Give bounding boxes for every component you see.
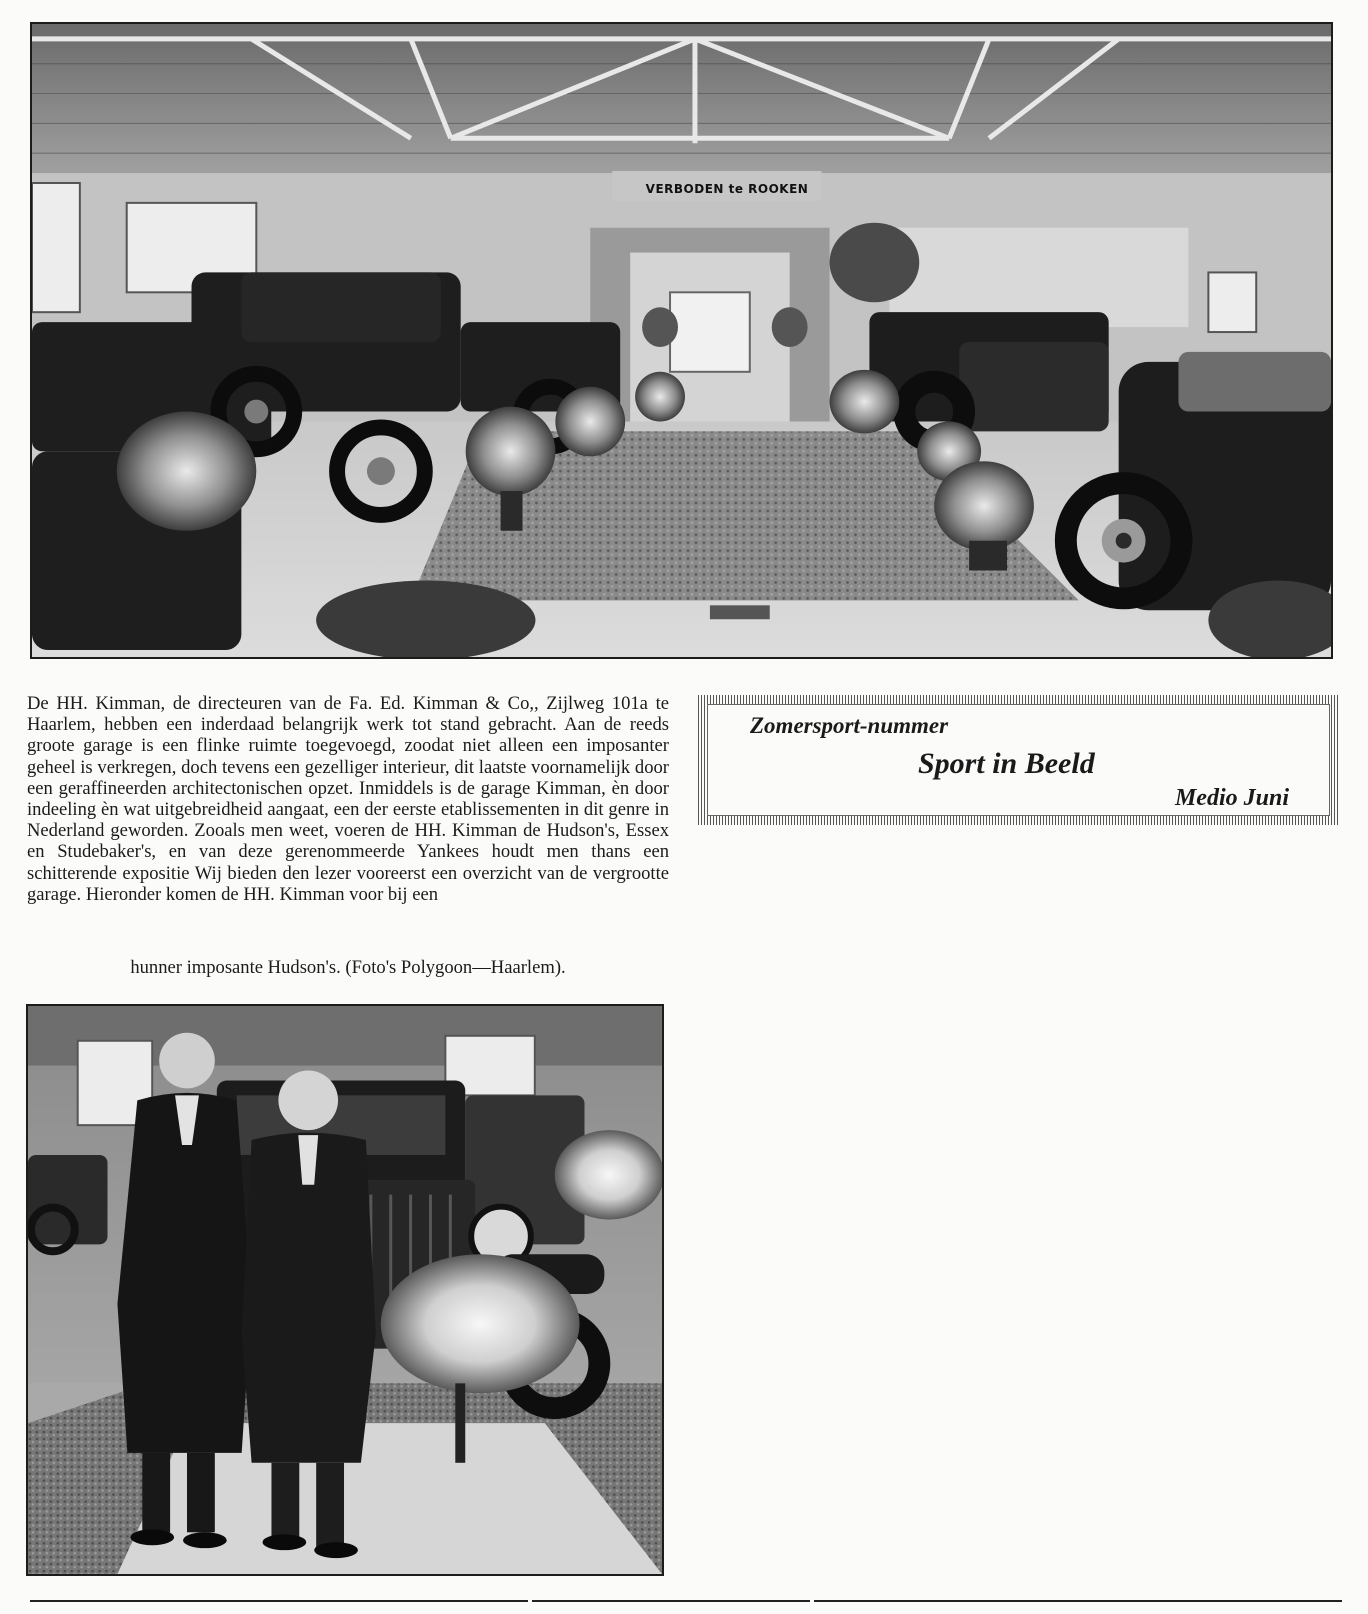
kimman-brothers-illustration xyxy=(28,1006,662,1574)
article-text: De HH. Kimman, de directeuren van de Fa. Ed. Kimman & Co,, Zijlweg 101a te Haarlem, hebben een inderdaad belangrijk werk tot stand gebracht. Aan de reeds groote garage is een flinke ruimte toegevoegd, zoodat niet alleen een imposanter geheel is verkregen, doch tevens een gezelliger interieur, dit laatste voornamelijk door een geraffineerden architectonischen opzet. Inmiddels is de garage Kimman, èn door indeeling èn wat uitgebreidheid aangaat, een der eerste etablissementen in dit genre in Nederland geworden. Zooals men weet, voeren de HH. Kimman de Hudson's, Essex en Studebaker's, en van deze gerenommeerde Yankees houdt men thans een schitterende expositie Wij bieden den lezer vooreerst een overzicht van de vergrootte garage. Hieronder komen de HH. Kimman voor bij een xyxy=(27,693,669,905)
footer-rule xyxy=(30,1600,1342,1602)
article-caption-line: hunner imposante Hudson's. (Foto's Polygoon—Haarlem). xyxy=(130,957,566,978)
advert-publication-date: Medio Juni xyxy=(1174,785,1289,811)
kimman-brothers-photo xyxy=(26,1004,664,1576)
advert-inner-panel xyxy=(707,704,1330,816)
no-smoking-sign: VERBODEN te ROOKEN xyxy=(645,182,809,196)
garage-interior-photo xyxy=(30,22,1333,659)
garage-interior-illustration xyxy=(32,24,1331,657)
advert-issue-title: Zomersport-nummer xyxy=(750,713,949,738)
advert-magazine-name: Sport in Beeld xyxy=(918,747,1095,780)
sport-in-beeld-advert xyxy=(698,695,1339,825)
